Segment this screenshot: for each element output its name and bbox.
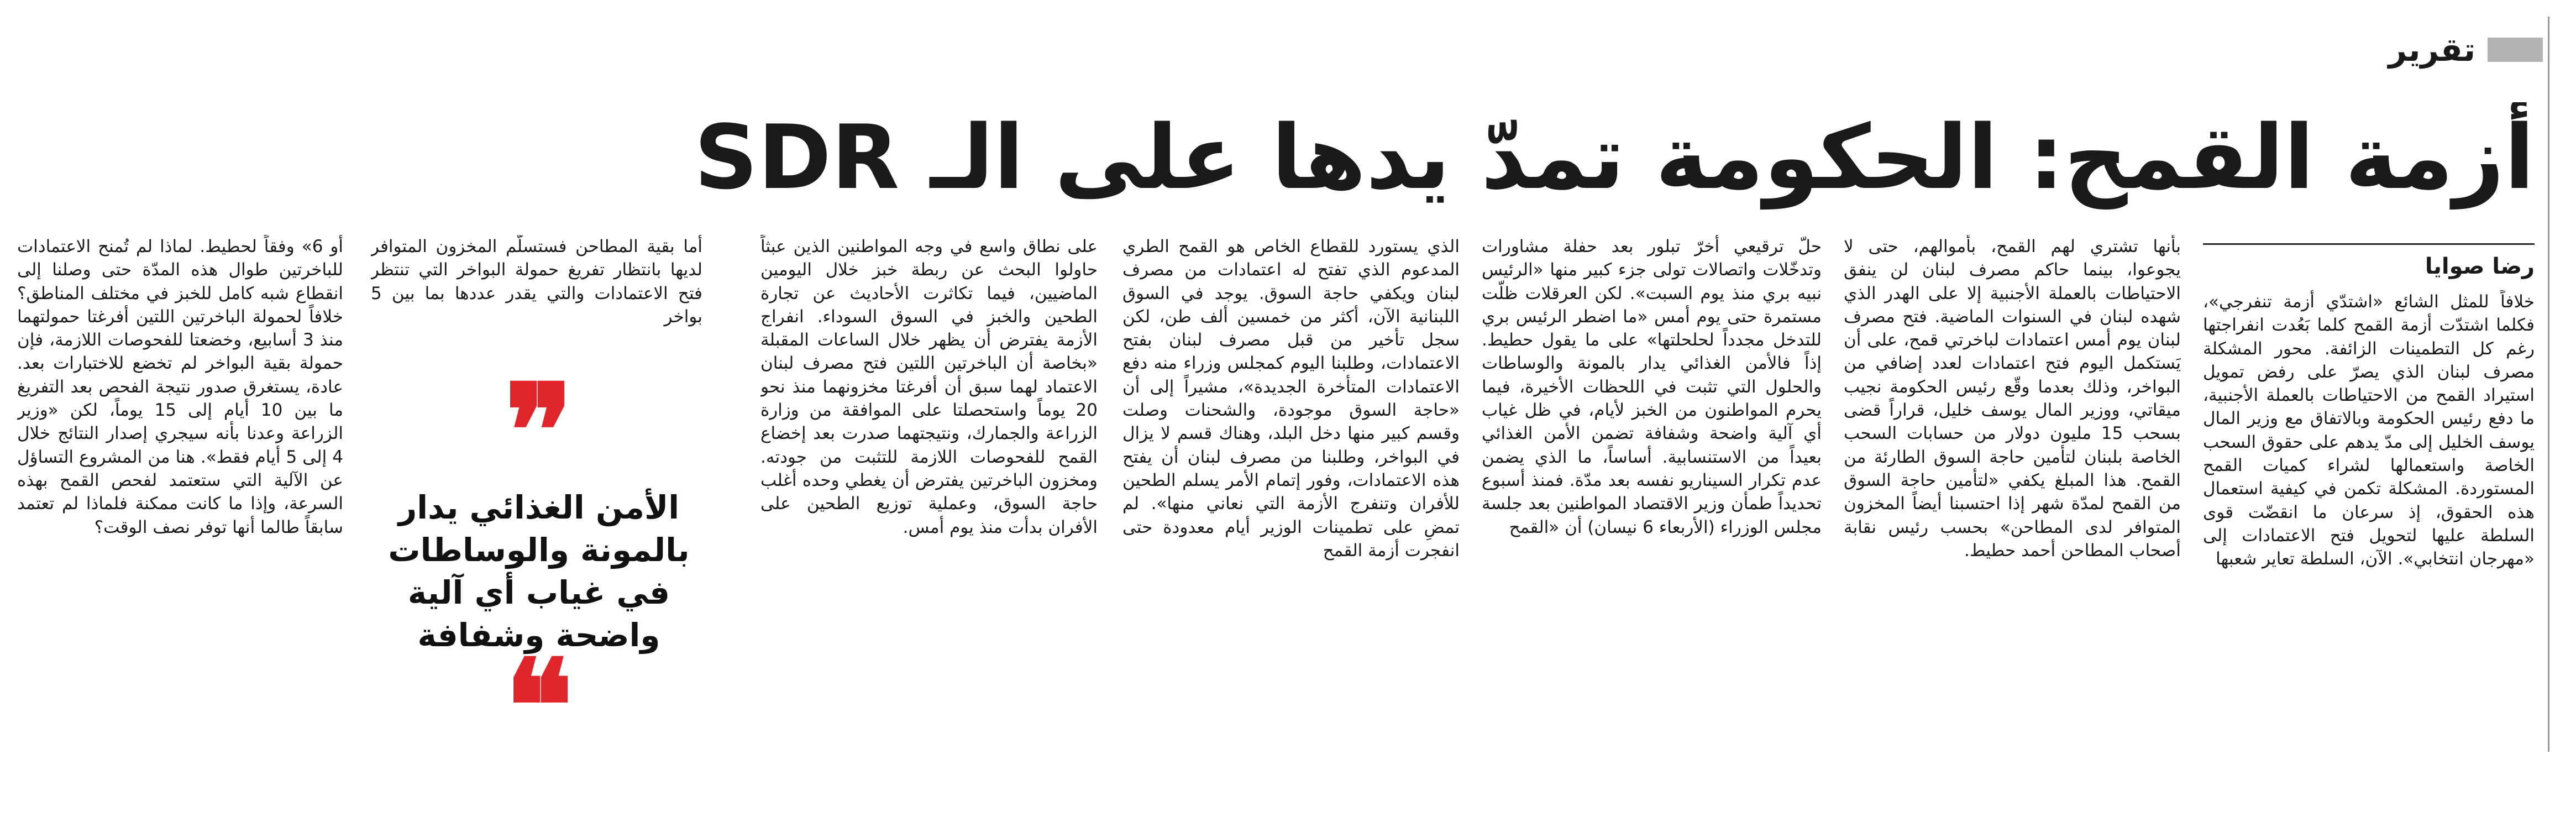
column-text: أما بقية المطاحن فستسلّم المخزون المتوافر لديها بانتظار تفريغ حمولة البواخر التي تنتظر فتح الاعتمادات والتي يقدر عددها بما بين 5 بواخر bbox=[371, 237, 702, 327]
column-text: أو 6» وفقاً لحطيط. لماذا لم تُمنح الاعتمادات للباخرتين طوال هذه المدّة حتى وصلنا إلى انقطاع شبه كامل للخبز في مختلف المناطق؟ خلافاً لحمولة الباخرتين اللتين أفرغتا حمولتهما منذ 3 أسابيع، وخضعتا للفحوصات اللازمة، فإن حمولة بقية البواخر لم تخضع للاختبارات بعد. عادة، يستغرق صدور نتيجة الفحص بعد التفريغ ما بين 10 أيام إلى 15 يوماً، لكن «وزير الزراعة وعدنا بأنه سيجري إصدار النتائج خلال 4 إلى 5 أيام فقط». هنا من المشروع التساؤل عن الآلية التي ستعتمد لفحص القمح بهذه السرعة، وإذا ما كانت ممكنة فلماذا لم تعتمد سابقاً طالما أنها توفر نصف الوقت؟ bbox=[17, 237, 343, 537]
byline-rule bbox=[2203, 243, 2535, 245]
column-text: حلّ ترقيعي أخرّ تبلور بعد حفلة مشاورات وتدخّلات واتصالات تولى جزء كبير منها «الرئيس نبيه بري منذ يوم السبت». لكن العرقلات ظلّت مستمرة حتى يوم أمس «ما اضطر الرئيس بري للتدخل مجدداً لحلحلتها» على ما يقول حطيط. إذاً فالأمن الغذائي يدار بالمونة والوساطات والحلول التي تثبت في اللحظات الأخيرة، فيما يحرم المواطنون من الخبز لأيام، في ظل غياب أي آلية واضحة وشفافة تضمن الأمن الغذائي بعيداً من الاستنسابية. أساساً، ما الذي يضمن عدم تكرار السيناريو نفسه بعد مدّة. فمنذ أسبوع تحديداً طمأن وزير الاقتصاد المواطنين بعد جلسة مجلس الوزراء (الأربعاء 6 نيسان) أن «القمح bbox=[1482, 237, 1822, 537]
page-rule bbox=[2548, 17, 2549, 752]
article-column-3 bbox=[1482, 235, 1822, 766]
article-column-2 bbox=[1844, 235, 2181, 766]
section-label: تقرير bbox=[2388, 31, 2475, 69]
byline: رضا صوايا bbox=[2425, 254, 2535, 279]
pull-quote-text: الأمن الغذائي يدار بالمونة والوساطات في غياب أي آلية واضحة وشفافة bbox=[388, 489, 690, 654]
article-column-5 bbox=[760, 235, 1098, 766]
article-column-7 bbox=[17, 235, 343, 766]
column-text: بأنها تشتري لهم القمح، بأموالهم، حتى لا يجوعوا، بينما حاكم مصرف لبنان لن ينفق الاحتياطات بالعملة الأجنبية إلا على الهدر الذي شهده لبنان في السنوات الماضية. فتح مصرف لبنان يوم أمس اعتمادات لباخرتي قمح، على أن يَستكمل اليوم فتح اعتمادات لعدد إضافي من البواخر، وذلك بعدما وقّع رئيس الحكومة نجيب ميقاتي، ووزير المال يوسف خليل، قراراً قضى بسحب 15 مليون دولار من حسابات السحب الخاصة بلبنان لتأمين حاجة السوق الطارئة من القمح. هذا المبلغ يكفي «لتأمين حاجة السوق من القمح لمدّة شهر إذا احتسبنا أيضاً المخزون المتوافر لدى المطاحن» بحسب رئيس نقابة أصحاب المطاحن أحمد حطيط. bbox=[1844, 237, 2181, 561]
section-bar bbox=[2488, 38, 2543, 62]
headline: أزمة القمح: الحكومة تمدّ يدها على الـ SDR bbox=[694, 106, 2535, 209]
article-column-1 bbox=[2203, 290, 2535, 766]
section-header bbox=[2389, 28, 2543, 72]
quote-close-icon: ❝ bbox=[505, 632, 573, 781]
column-text: على نطاق واسع في وجه المواطنين الذين عبثاً حاولوا البحث عن ربطة خبز خلال اليومين الماضيين، فيما تكاثرت الأحاديث عن تجارة الطحين والخبز في السوق السوداء. انفراج الأزمة يفترض أن يظهر خلال الساعات المقبلة «بخاصة أن الباخرتين اللتين فتح مصرف لبنان الاعتماد لهما سبق أن أفرغتا مخزونهما منذ نحو 20 يوماً واستحصلتا على الموافقة من وزارة الزراعة والجمارك، ونتيجتهما صدرت بعد إخضاع القمح للفحوصات اللازمة للتثبت من جودته. ومخزون الباخرتين يفترض أن يغطي وحده أغلب حاجة السوق، وعملية توزيع الطحين على الأفران بدأت منذ يوم أمس. bbox=[760, 237, 1098, 537]
pull-quote bbox=[376, 357, 702, 781]
column-text: خلافاً للمثل الشائع «اشتدّي أزمة تنفرجي»، فكلما اشتدّت أزمة القمح كلما بَعُدت انفراجتها رغم كل التطمينات الزائفة. محور المشكلة مصرف لبنان الذي يصرّ على رفض تمويل استيراد القمح من الاحتياطات بالعملة الأجنبية، ما دفع رئيس الحكومة وبالاتفاق مع وزير المال يوسف الخليل إلى مدّ يدهم على حقوق السحب الخاصة واستعمالها لشراء كميات القمح المستوردة. المشكلة تكمن في كيفية استعمال هذه الحقوق، إذ سرعان ما انقضّت قوى السلطة عليها لتحويل فتح الاعتمادات إلى «مهرجان انتخابي». الآن، السلطة تعاير شعبها bbox=[2203, 292, 2535, 569]
article-column-6 bbox=[371, 235, 702, 368]
quote-open-icon: ❞ bbox=[505, 357, 573, 506]
column-text: الذي يستورد للقطاع الخاص هو القمح الطري المدعوم الذي تفتح له اعتمادات من مصرف لبنان ويكفي حاجة السوق. يوجد في السوق اللبنانية الآن، أكثر من خمسين ألف طن، لكن سجل تأخير من قبل مصرف لبنان بفتح الاعتمادات، وطلبنا اليوم كمجلس وزراء منه دفع الاعتمادات المتأخرة الجديدة»، مشيراً إلى أن «حاجة السوق موجودة، والشحنات وصلت وقسم كبير منها دخل البلد، وهناك قسم لا يزال في البواخر، وطلبنا من مصرف لبنان أن يفتح هذه الاعتمادات، وفور إتمام الأمر يسلم الطحين للأفران وتنفرج الأزمة التي نعاني منها». لم تمضِ على تطمينات الوزير أيام معدودة حتى انفجرت أزمة القمح bbox=[1122, 237, 1460, 561]
article-column-4 bbox=[1122, 235, 1460, 766]
